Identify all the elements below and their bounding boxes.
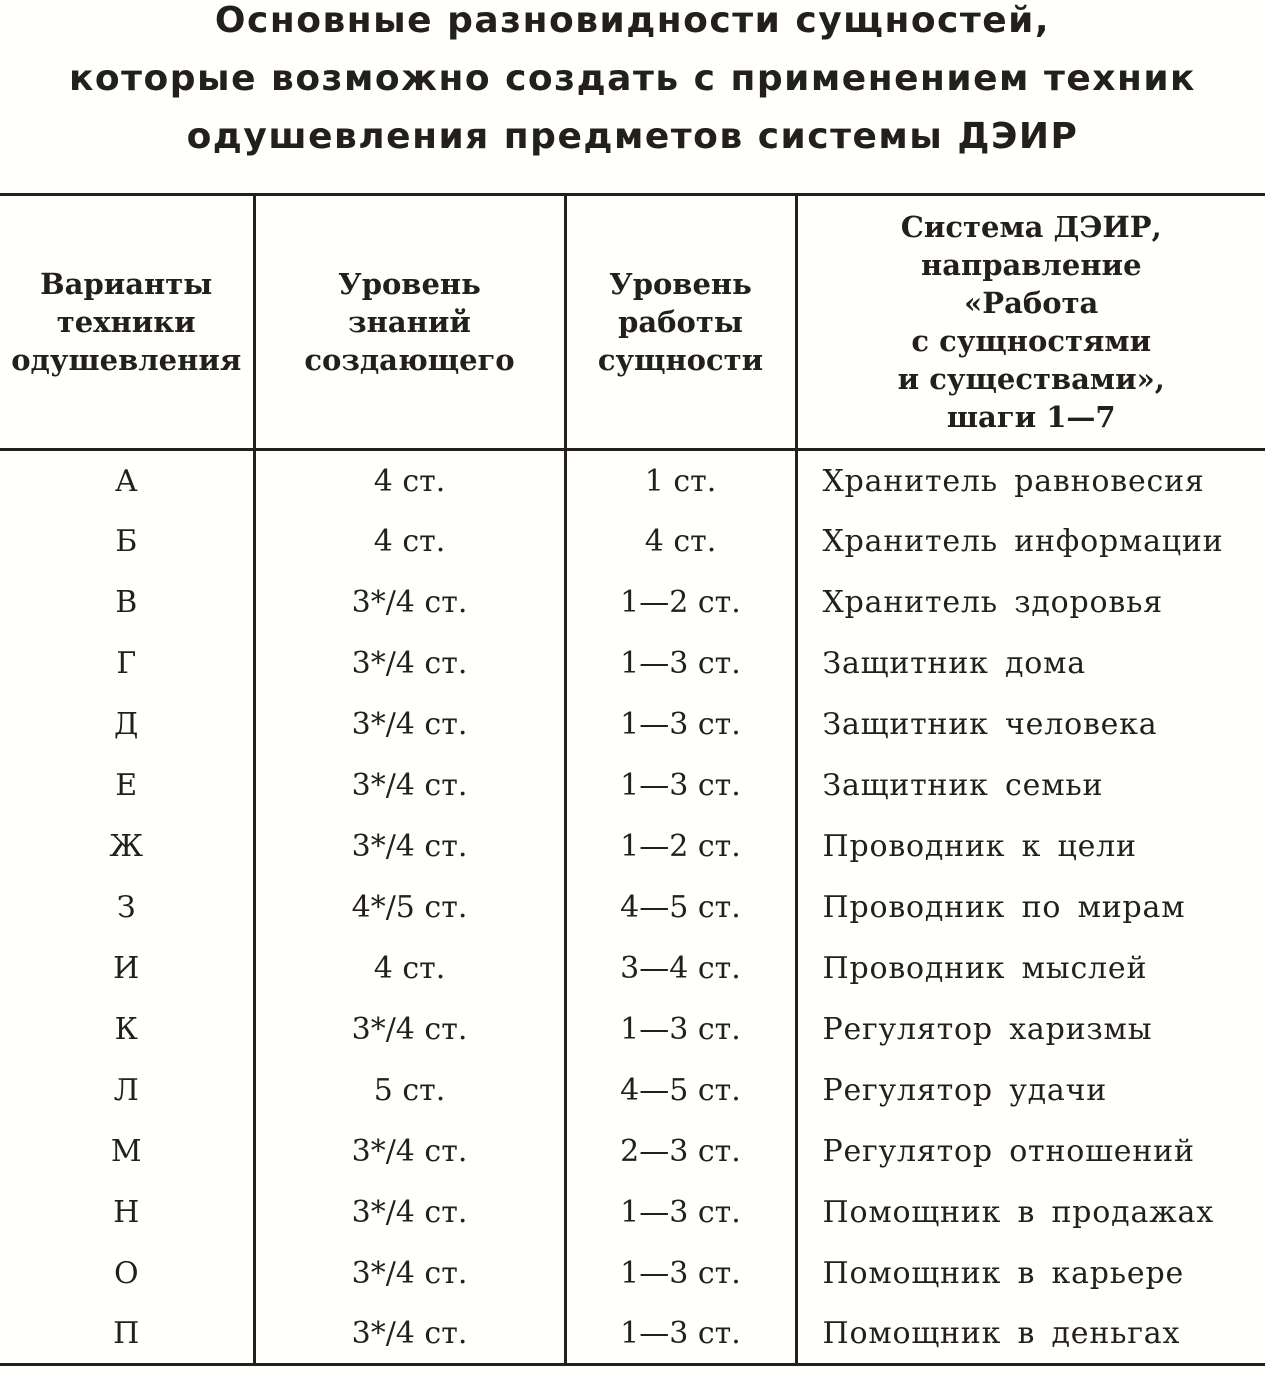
knowledge-level-cell: 4 ст. [254, 450, 565, 511]
knowledge-level-cell: 4 ст. [254, 511, 565, 572]
table-row [0, 877, 1265, 938]
table-row [0, 1060, 1265, 1121]
knowledge-level-cell: 4 ст. [254, 938, 565, 999]
variant-cell: П [113, 1315, 140, 1351]
entity-level-cell: 4—5 ст. [565, 877, 796, 938]
entity-level-cell: 1—3 ст. [565, 633, 796, 694]
table-row [0, 938, 1265, 999]
entity-level-cell: 1—3 ст. [565, 999, 796, 1060]
table-row [0, 816, 1265, 877]
variant-cell: К [114, 1011, 138, 1047]
variant-cell: Ж [109, 828, 144, 864]
entity-level-cell: 4—5 ст. [565, 1060, 796, 1121]
knowledge-level-cell: 3*/4 ст. [254, 1182, 565, 1243]
entity-level-cell: 1—3 ст. [565, 1243, 796, 1304]
header-system: Система ДЭИР, направление «Работа с сущностями и существами», шаги 1—7 [796, 195, 1265, 450]
table-row [0, 1304, 1265, 1365]
page-title [0, 0, 1265, 166]
knowledge-level-cell: 3*/4 ст. [254, 1121, 565, 1182]
variant-cell: Н [113, 1194, 140, 1230]
variant-cell: Д [114, 706, 139, 742]
entity-level-cell: 1—2 ст. [565, 816, 796, 877]
table-row [0, 511, 1265, 572]
variant-cell: О [113, 1255, 139, 1291]
knowledge-level-cell: 5 ст. [254, 1060, 565, 1121]
title-line-1: Основные разновидности сущностей, [214, 0, 1051, 41]
variant-cell: В [115, 584, 138, 620]
entity-level-cell: 1—3 ст. [565, 755, 796, 816]
entity-name-cell: Проводник мыслей [796, 938, 1265, 999]
table-row [0, 450, 1265, 511]
entity-level-cell: 1—3 ст. [565, 694, 796, 755]
knowledge-level-cell: 4*/5 ст. [254, 877, 565, 938]
entity-name-cell: Регулятор отношений [796, 1121, 1265, 1182]
table-row [0, 1243, 1265, 1304]
knowledge-level-cell: 3*/4 ст. [254, 755, 565, 816]
entity-name-cell: Регулятор харизмы [796, 999, 1265, 1060]
table-header-row [0, 195, 1265, 450]
variant-cell: З [116, 889, 136, 925]
table-row [0, 755, 1265, 816]
entity-level-cell: 1 ст. [565, 450, 796, 511]
variant-cell: Б [115, 523, 138, 559]
entities-table [0, 193, 1265, 1366]
table-row [0, 633, 1265, 694]
entity-name-cell: Защитник дома [796, 633, 1265, 694]
entity-name-cell: Проводник по мирам [796, 877, 1265, 938]
entity-name-cell: Проводник к цели [796, 816, 1265, 877]
variant-cell: Г [116, 645, 137, 681]
table-row [0, 1121, 1265, 1182]
variant-cell: И [113, 950, 140, 986]
table-body [0, 450, 1265, 1365]
entity-name-cell: Регулятор удачи [796, 1060, 1265, 1121]
entity-level-cell: 1—3 ст. [565, 1182, 796, 1243]
knowledge-level-cell: 3*/4 ст. [254, 816, 565, 877]
variant-cell: М [110, 1133, 142, 1169]
title-line-2: которые возможно создать с применением техник [69, 58, 1196, 99]
entity-name-cell: Помощник в карьере [796, 1243, 1265, 1304]
title-line-3: одушевления предметов системы ДЭИР [186, 116, 1079, 157]
knowledge-level-cell: 3*/4 ст. [254, 1243, 565, 1304]
header-variants: Варианты техники одушевления [0, 195, 254, 450]
entity-name-cell: Помощник в продажах [796, 1182, 1265, 1243]
knowledge-level-cell: 3*/4 ст. [254, 572, 565, 633]
table-row [0, 694, 1265, 755]
entity-level-cell: 1—2 ст. [565, 572, 796, 633]
entity-name-cell: Защитник семьи [796, 755, 1265, 816]
entity-name-cell: Защитник человека [796, 694, 1265, 755]
variant-cell: А [114, 464, 138, 500]
table-row [0, 1182, 1265, 1243]
knowledge-level-cell: 3*/4 ст. [254, 694, 565, 755]
header-entity-level: Уровень работы сущности [565, 195, 796, 450]
entity-level-cell: 3—4 ст. [565, 938, 796, 999]
entity-name-cell: Хранитель информации [796, 511, 1265, 572]
header-knowledge-level: Уровень знаний создающего [254, 195, 565, 450]
entity-name-cell: Хранитель здоровья [796, 572, 1265, 633]
variant-cell: Е [115, 767, 138, 803]
knowledge-level-cell: 3*/4 ст. [254, 999, 565, 1060]
entity-level-cell: 4 ст. [565, 511, 796, 572]
knowledge-level-cell: 3*/4 ст. [254, 633, 565, 694]
knowledge-level-cell: 3*/4 ст. [254, 1304, 565, 1365]
entity-level-cell: 1—3 ст. [565, 1304, 796, 1365]
entity-name-cell: Помощник в деньгах [796, 1304, 1265, 1365]
entity-level-cell: 2—3 ст. [565, 1121, 796, 1182]
table-row [0, 572, 1265, 633]
table-row [0, 999, 1265, 1060]
entity-name-cell: Хранитель равновесия [796, 450, 1265, 511]
variant-cell: Л [113, 1072, 139, 1108]
